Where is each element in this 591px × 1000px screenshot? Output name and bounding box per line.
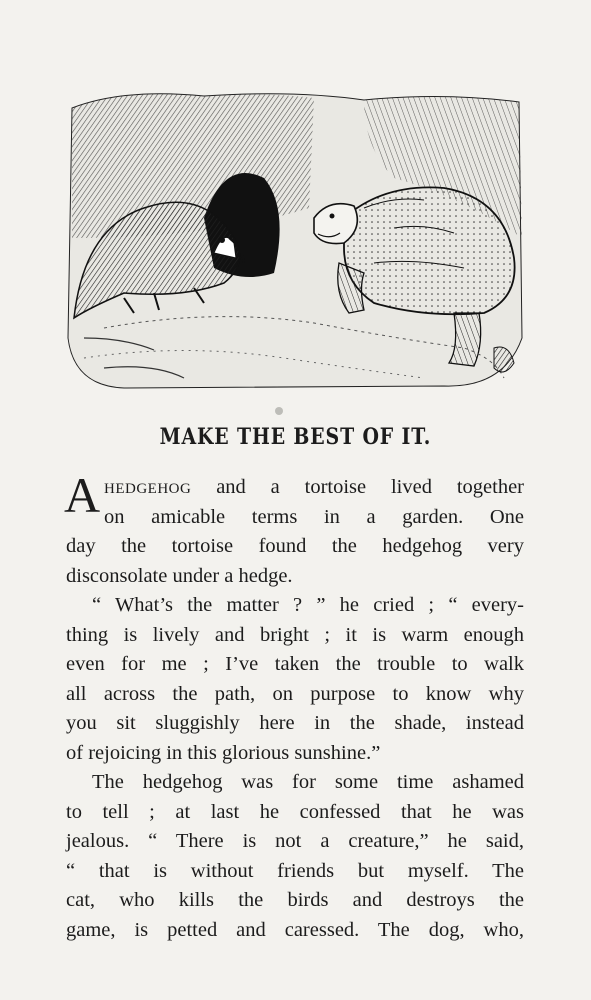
text-line: you sit sluggishly here in the shade, instead: [66, 712, 524, 734]
text-line: The hedgehog was for some time ashamed: [92, 771, 524, 793]
hedgehog-tortoise-illustration: [64, 88, 526, 394]
paragraph-3: [66, 768, 524, 945]
text-line: on amicable terms in a garden. One: [104, 505, 524, 528]
ornament-mark: [272, 404, 286, 418]
drop-cap: A: [64, 467, 101, 523]
text-line: disconsolate under a hedge.: [66, 564, 293, 587]
text-line: game, is petted and caressed. The dog, who,: [66, 918, 524, 941]
text-line: thing is lively and bright ; it is warm enough: [66, 623, 524, 646]
text-line: jealous. “ There is not a creature,” he said,: [66, 830, 524, 852]
paragraph-1-lead: [104, 473, 524, 532]
paragraph-2: [66, 591, 524, 768]
text-line: day the tortoise found the hedgehog very: [66, 535, 524, 557]
text-line: even for me ; I’ve taken the trouble to walk: [66, 653, 524, 675]
text-line: to tell ; at last he confessed that he was: [66, 800, 524, 823]
text-line: cat, who kills the birds and destroys the: [66, 889, 524, 911]
text-line: all across the path, on purpose to know why: [66, 682, 524, 705]
chapter-title: MAKE THE BEST OF IT.: [159, 424, 432, 450]
text-line: HEDGEHOG and a tortoise lived together: [104, 476, 524, 498]
text-line: of rejoicing in this glorious sunshine.”: [66, 741, 381, 764]
paragraph-1-body: [66, 532, 524, 591]
text-line: “ that is without friends but myself. The: [66, 859, 524, 882]
text-line: “ What’s the matter ? ” he cried ; “ every-: [92, 594, 524, 616]
first-word-smallcaps: HEDGEHOG: [104, 481, 192, 497]
